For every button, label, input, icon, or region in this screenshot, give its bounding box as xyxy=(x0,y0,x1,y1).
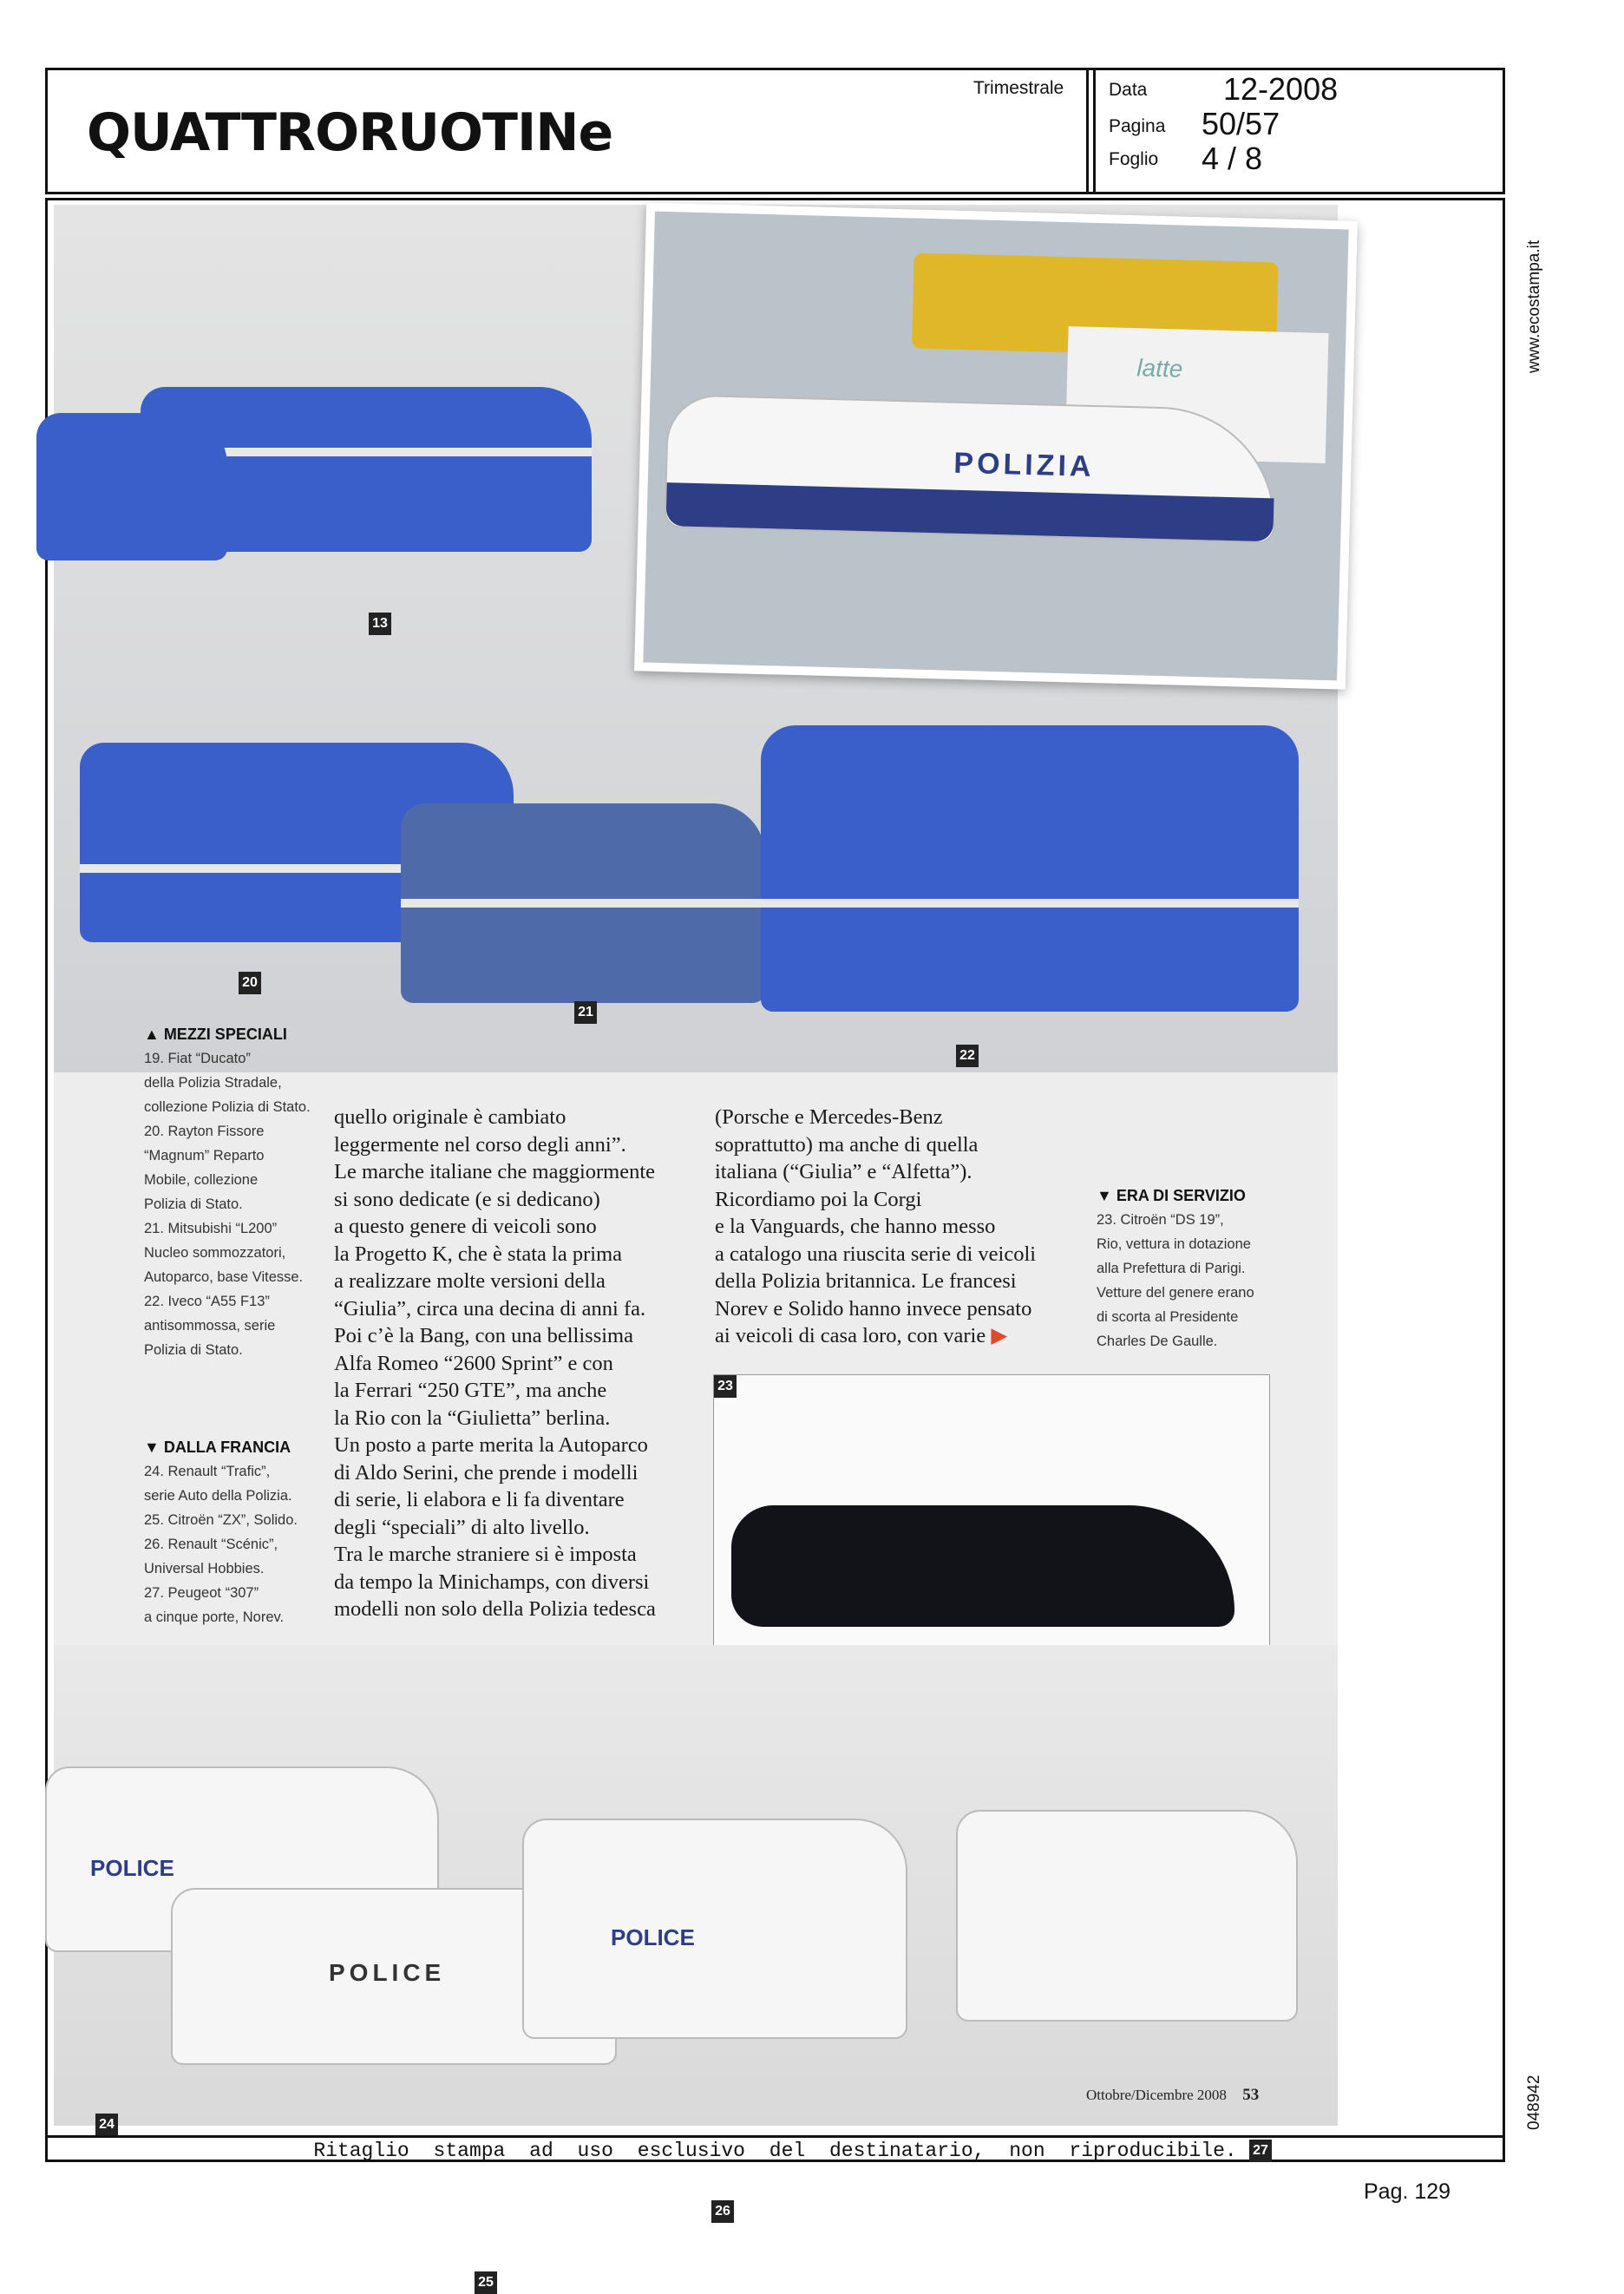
body-line: si sono dedicate (e si dedicano) xyxy=(334,1187,600,1211)
caption-line: a cinque porte, Norev. xyxy=(144,1609,285,1625)
page-label: Pagina xyxy=(1109,116,1166,136)
real-alfa-police-car xyxy=(664,394,1278,543)
folio-issue: Ottobre/Dicembre 2008 xyxy=(1086,2087,1227,2103)
photo-label-24: 24 xyxy=(95,2114,118,2136)
body-line: della Polizia britannica. Le francesi xyxy=(715,1269,1017,1293)
publication-logo: QUATTRORUOTINe xyxy=(87,102,613,163)
body-line: quello originale è cambiato xyxy=(334,1105,566,1129)
body-line: italiana (“Giulia” e “Alfetta”). xyxy=(715,1160,972,1183)
body-line: di Aldo Serini, che prende i modelli xyxy=(334,1460,638,1485)
caption-line: Mobile, collezione xyxy=(144,1172,259,1188)
caption-line: 20. Rayton Fissore xyxy=(144,1124,265,1139)
body-line: Un posto a parte merita la Autoparco xyxy=(334,1433,648,1457)
body-line: Alfa Romeo “2600 Sprint” e con xyxy=(334,1351,613,1375)
reproduction-notice: Ritaglio stampa ad uso esclusivo del destinatario, non riproducibile. xyxy=(313,2140,1237,2162)
body-line-text: ai veicoli di casa loro, con varie xyxy=(715,1324,986,1347)
model-23-ds19 xyxy=(731,1505,1234,1627)
model-26-renault-scenic xyxy=(522,1819,907,2039)
caption-line: Polizia di Stato. xyxy=(144,1196,243,1212)
caption-line: collezione Polizia di Stato. xyxy=(144,1099,311,1115)
caption-line: antisommossa, serie xyxy=(144,1318,276,1334)
photo-label-23: 23 xyxy=(714,1375,737,1398)
page-number: Pag. 129 xyxy=(1364,2179,1451,2204)
page-value: 50/57 xyxy=(1202,106,1280,141)
caption-heading: ▼ DALLA FRANCIA xyxy=(144,1439,291,1456)
model-27-peugeot-307 xyxy=(956,1810,1298,2022)
police-text: POLICE xyxy=(611,1924,695,1950)
caption-era-di-servizio xyxy=(1097,1183,1322,1353)
caption-mezzi-speciali xyxy=(144,1022,361,1362)
photo-label-22: 22 xyxy=(956,1045,979,1067)
body-line: la Rio con la “Giulietta” berlina. xyxy=(334,1406,611,1430)
caption-heading: ▲ MEZZI SPECIALI xyxy=(144,1026,287,1043)
photo-label-26: 26 xyxy=(711,2200,734,2223)
sheet-value: 4 / 8 xyxy=(1202,141,1263,176)
body-line: (Porsche e Mercedes-Benz xyxy=(715,1105,943,1129)
photo-label-21: 21 xyxy=(574,1001,597,1024)
caption-line: 25. Citroën “ZX”, Solido. xyxy=(144,1512,298,1528)
continue-arrow-icon: ▶ xyxy=(991,1324,1008,1347)
caption-line: 27. Peugeot “307” xyxy=(144,1585,259,1601)
model-alfa-partial xyxy=(36,413,227,560)
caption-line: 26. Renault “Scénic”, xyxy=(144,1537,278,1552)
caption-line: Nucleo sommozzatori, xyxy=(144,1245,286,1261)
caption-line: alla Prefettura di Parigi. xyxy=(1097,1261,1246,1276)
body-line: “Giulia”, circa una decina di anni fa. xyxy=(334,1296,646,1321)
photo-label-20: 20 xyxy=(239,972,261,994)
police-text: POLICE xyxy=(329,1959,446,1986)
body-line: a realizzare molte versioni della xyxy=(334,1269,606,1293)
date-label: Data xyxy=(1109,80,1148,100)
body-line: a questo genere di veicoli sono xyxy=(334,1215,597,1238)
body-line: la Progetto K, che è stata la prima xyxy=(334,1242,622,1266)
source-url: www.ecostampa.it xyxy=(1525,239,1543,373)
sheet-label: Foglio xyxy=(1109,149,1159,169)
caption-line: della Polizia Stradale, xyxy=(144,1075,282,1091)
body-column-2 xyxy=(715,1104,1123,1350)
caption-line: 21. Mitsubishi “L200” xyxy=(144,1221,278,1236)
caption-line: di scorta al Presidente xyxy=(1097,1309,1239,1325)
body-line: Poi c’è la Bang, con una bellissima xyxy=(334,1324,633,1347)
footer-divider xyxy=(45,2135,1505,2138)
body-line: leggermente nel corso degli anni”. xyxy=(334,1132,626,1157)
caption-line: “Magnum” Reparto xyxy=(144,1148,265,1163)
photo-real-police-car xyxy=(634,202,1358,689)
body-line: e la Vanguards, che hanno messo xyxy=(715,1215,996,1238)
caption-line: Universal Hobbies. xyxy=(144,1561,265,1576)
police-text: POLICE xyxy=(90,1855,174,1881)
body-line: a catalogo una riuscita serie di veicoli xyxy=(715,1242,1037,1266)
photo-italian-police-models xyxy=(54,205,1338,1072)
body-line: di serie, li elabora e li fa diventare xyxy=(334,1488,625,1511)
body-line: da tempo la Minichamps, con diversi xyxy=(334,1570,650,1594)
body-line: la Ferrari “250 GTE”, ma anche xyxy=(334,1379,607,1402)
frequency-label: Trimestrale xyxy=(973,78,1064,98)
photo-label-13: 13 xyxy=(369,613,391,635)
caption-line: Polizia di Stato. xyxy=(144,1342,243,1358)
caption-line: Vetture del genere erano xyxy=(1097,1285,1254,1301)
body-line: Le marche italiane che maggiormente xyxy=(334,1160,656,1183)
date-value: 12-2008 xyxy=(1223,71,1339,107)
caption-line: Rio, vettura in dotazione xyxy=(1097,1236,1251,1252)
polizia-text: POLIZIA xyxy=(953,446,1096,483)
folio-page: 53 xyxy=(1242,2086,1260,2104)
caption-line: Charles De Gaulle. xyxy=(1097,1334,1218,1349)
body-line: Norev e Solido hanno invece pensato xyxy=(715,1296,1032,1321)
model-21-mitsubishi-l200 xyxy=(401,803,765,1003)
caption-line: serie Auto della Polizia. xyxy=(144,1488,292,1504)
caption-line: 22. Iveco “A55 F13” xyxy=(144,1294,270,1309)
body-line: modelli non solo della Polizia tedesca xyxy=(334,1597,656,1621)
caption-heading: ▼ ERA DI SERVIZIO xyxy=(1097,1187,1246,1204)
caption-line: Autoparco, base Vitesse. xyxy=(144,1269,304,1285)
body-line: soprattutto) ma anche di quella xyxy=(715,1132,979,1157)
header-divider xyxy=(1093,68,1096,194)
archive-code: 048942 xyxy=(1525,2074,1543,2130)
latte-text: latte xyxy=(1136,354,1183,383)
caption-line: 24. Renault “Trafic”, xyxy=(144,1464,271,1479)
caption-line: 23. Citroën “DS 19”, xyxy=(1097,1212,1224,1228)
folio xyxy=(1086,2086,1259,2105)
photo-label-27: 27 xyxy=(1249,2140,1272,2162)
header-divider xyxy=(1086,68,1089,194)
photo-label-25: 25 xyxy=(475,2271,497,2294)
body-line: Ricordiamo poi la Corgi xyxy=(715,1187,922,1211)
caption-dalla-francia xyxy=(144,1435,361,1629)
body-line xyxy=(715,1322,1123,1350)
body-column-1 xyxy=(334,1104,733,1623)
caption-line: 19. Fiat “Ducato” xyxy=(144,1051,251,1066)
model-22-iveco-van xyxy=(761,725,1299,1012)
body-line: Tra le marche straniere si è imposta xyxy=(334,1543,637,1566)
photo-citroen-ds19 xyxy=(713,1374,1270,1671)
body-line: degli “speciali” di alto livello. xyxy=(334,1515,590,1539)
